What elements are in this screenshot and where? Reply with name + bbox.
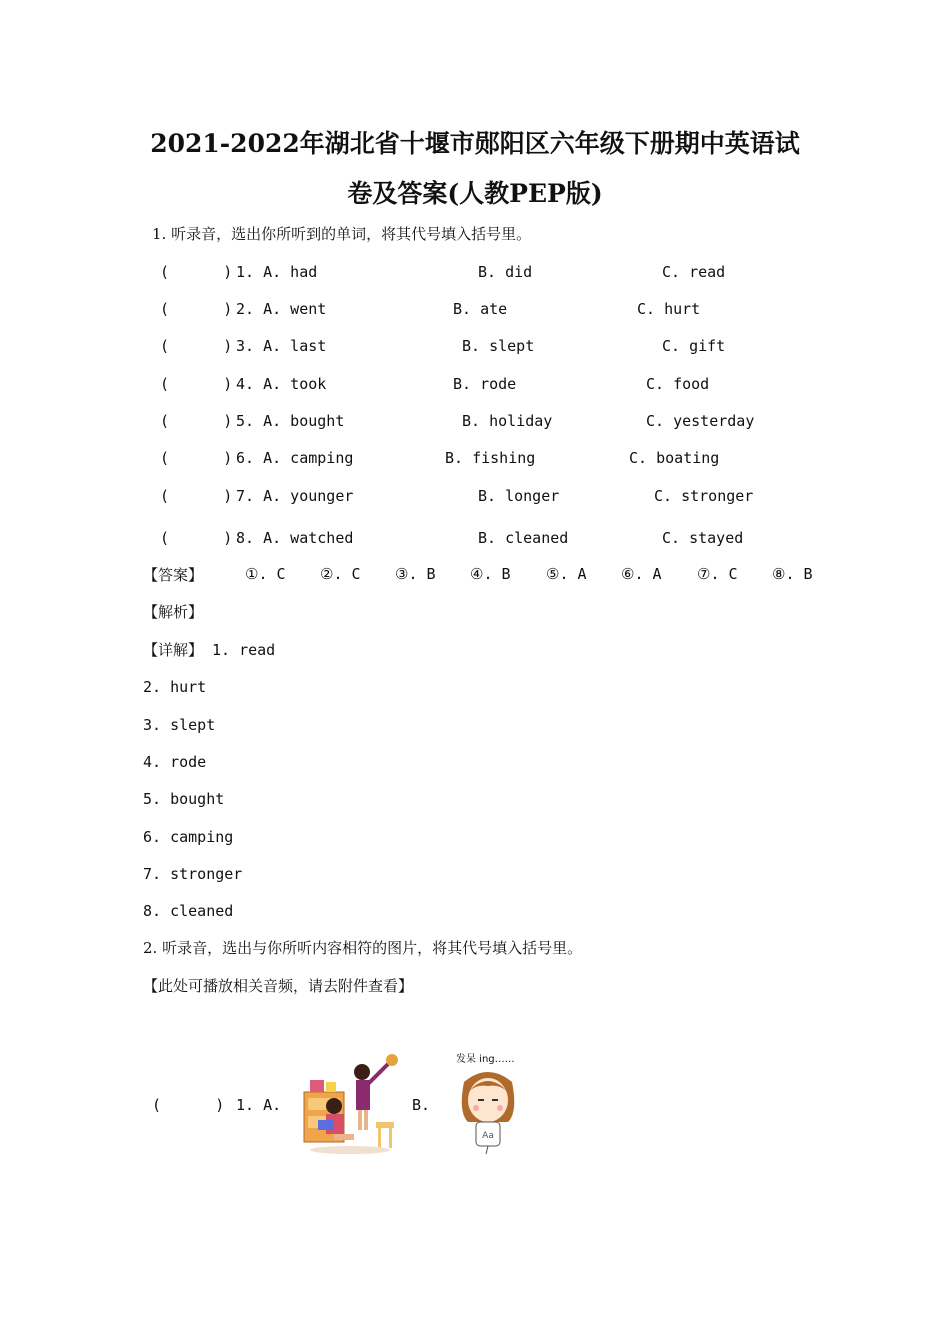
detail-item: 6. camping: [143, 828, 234, 846]
detail-item: 7. stronger: [143, 865, 243, 883]
option-b: B. fishing: [445, 449, 536, 467]
option-c: C. stronger: [654, 487, 754, 505]
option-a: 4. A. took: [236, 375, 327, 393]
svg-text:Aa: Aa: [482, 1131, 494, 1141]
option-b: B. holiday: [462, 412, 553, 430]
question-2-prompt: 2. 听录音，选出与你所听内容相符的图片，将其代号填入括号里。: [143, 939, 583, 957]
option-b: B. cleaned: [478, 529, 569, 547]
detail-item: 1. read: [212, 641, 276, 659]
detail-item: 8. cleaned: [143, 902, 234, 920]
answer-parentheses[interactable]: ( ): [160, 449, 233, 467]
answer-item: ⑦. C: [697, 565, 738, 583]
answer-item: ①. C: [245, 565, 286, 583]
answer-item: ④. B: [470, 565, 511, 583]
answer-parentheses[interactable]: ( ): [152, 1096, 225, 1114]
option-c: C. food: [646, 375, 710, 393]
option-b: B. slept: [462, 337, 535, 355]
answer-item: ⑧. B: [772, 565, 813, 583]
answer-parentheses[interactable]: ( ): [160, 263, 233, 281]
option-c: C. stayed: [662, 529, 744, 547]
option-c: C. yesterday: [646, 412, 755, 430]
question-1-prompt: 1. 听录音，选出你所听到的单词，将其代号填入括号里。: [152, 225, 532, 243]
daydreaming-girl-picture: [448, 1052, 528, 1157]
option-a: 5. A. bought: [236, 412, 345, 430]
option-b: B. did: [478, 263, 533, 281]
option-b: B. longer: [478, 487, 560, 505]
answer-item: ②. C: [320, 565, 361, 583]
answer-parentheses[interactable]: ( ): [160, 375, 233, 393]
option-c: C. boating: [629, 449, 720, 467]
answer-item: ⑥. A: [621, 565, 662, 583]
audio-note: 【此处可播放相关音频，请去附件查看】: [143, 977, 414, 995]
document-title-line-1: 2021-2022年湖北省十堰市郧阳区六年级下册期中英语试: [150, 129, 800, 158]
answer-parentheses[interactable]: ( ): [160, 412, 233, 430]
option-b: B. ate: [453, 300, 508, 318]
option-a: 7. A. younger: [236, 487, 354, 505]
answer-item: ③. B: [395, 565, 436, 583]
option-b-label: B.: [412, 1096, 431, 1114]
detail-item: 4. rode: [143, 753, 207, 771]
option-a: 2. A. went: [236, 300, 327, 318]
picture-b-caption: 发呆 ing……: [456, 1054, 515, 1065]
document-title-line-2: 卷及答案(人教PEP版): [347, 179, 603, 208]
detail-item: 5. bought: [143, 790, 225, 808]
option-b: B. rode: [453, 375, 517, 393]
option-a: 8. A. watched: [236, 529, 354, 547]
option-a-label: 1. A.: [236, 1096, 282, 1114]
option-a: 1. A. had: [236, 263, 318, 281]
cleaning-girls-picture: [300, 1050, 410, 1160]
option-c: C. read: [662, 263, 726, 281]
option-a: 6. A. camping: [236, 449, 354, 467]
detail-item: 3. slept: [143, 716, 216, 734]
analysis-label: 【解析】: [143, 603, 204, 621]
answer-item: ⑤. A: [546, 565, 587, 583]
detail-item: 2. hurt: [143, 678, 207, 696]
detail-label: 【详解】: [143, 641, 204, 659]
answer-parentheses[interactable]: ( ): [160, 337, 233, 355]
answer-parentheses[interactable]: ( ): [160, 529, 233, 547]
option-c: C. gift: [662, 337, 726, 355]
answer-label: 【答案】: [143, 566, 204, 584]
answer-parentheses[interactable]: ( ): [160, 300, 233, 318]
option-c: C. hurt: [637, 300, 701, 318]
answer-parentheses[interactable]: ( ): [160, 487, 233, 505]
option-a: 3. A. last: [236, 337, 327, 355]
